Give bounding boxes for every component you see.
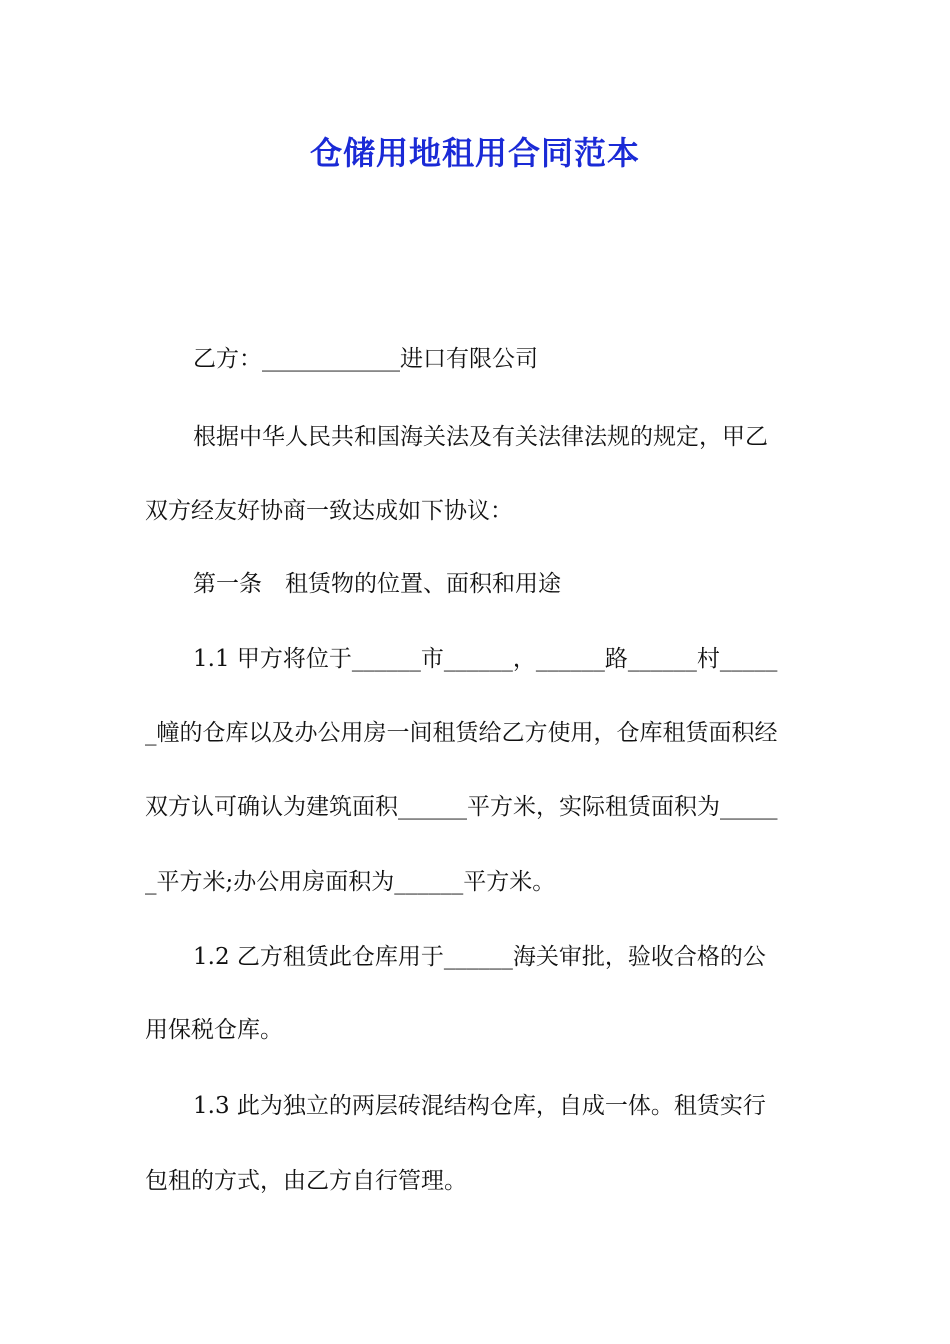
clause-line: 1.2 乙方租赁此仓库用于______海关审批，验收合格的公 [193,944,766,970]
clause-line: 用保税仓库。 [145,1017,283,1043]
paragraph-line: 根据中华人民共和国海关法及有关法律法规的规定，甲乙 [193,424,768,450]
article-heading: 第一条 租赁物的位置、面积和用途 [193,571,561,597]
clause-line: 双方认可确认为建筑面积______平方米，实际租赁面积为_____ [145,794,778,820]
clause-line: 包租的方式，由乙方自行管理。 [145,1168,467,1194]
party-b-line: 乙方：____________进口有限公司 [193,346,538,372]
clause-line: _平方米;办公用房面积为______平方米。 [145,869,556,895]
clause-line: 1.1 甲方将位于______市______，______路______村_____ [193,646,778,672]
paragraph-line: 双方经友好协商一致达成如下协议： [145,498,513,524]
clause-line: 1.3 此为独立的两层砖混结构仓库，自成一体。租赁实行 [193,1093,766,1119]
document-title: 仓储用地租用合同范本 [309,134,640,172]
clause-line: _幢的仓库以及办公用房一间租赁给乙方使用，仓库租赁面积经 [145,720,778,746]
